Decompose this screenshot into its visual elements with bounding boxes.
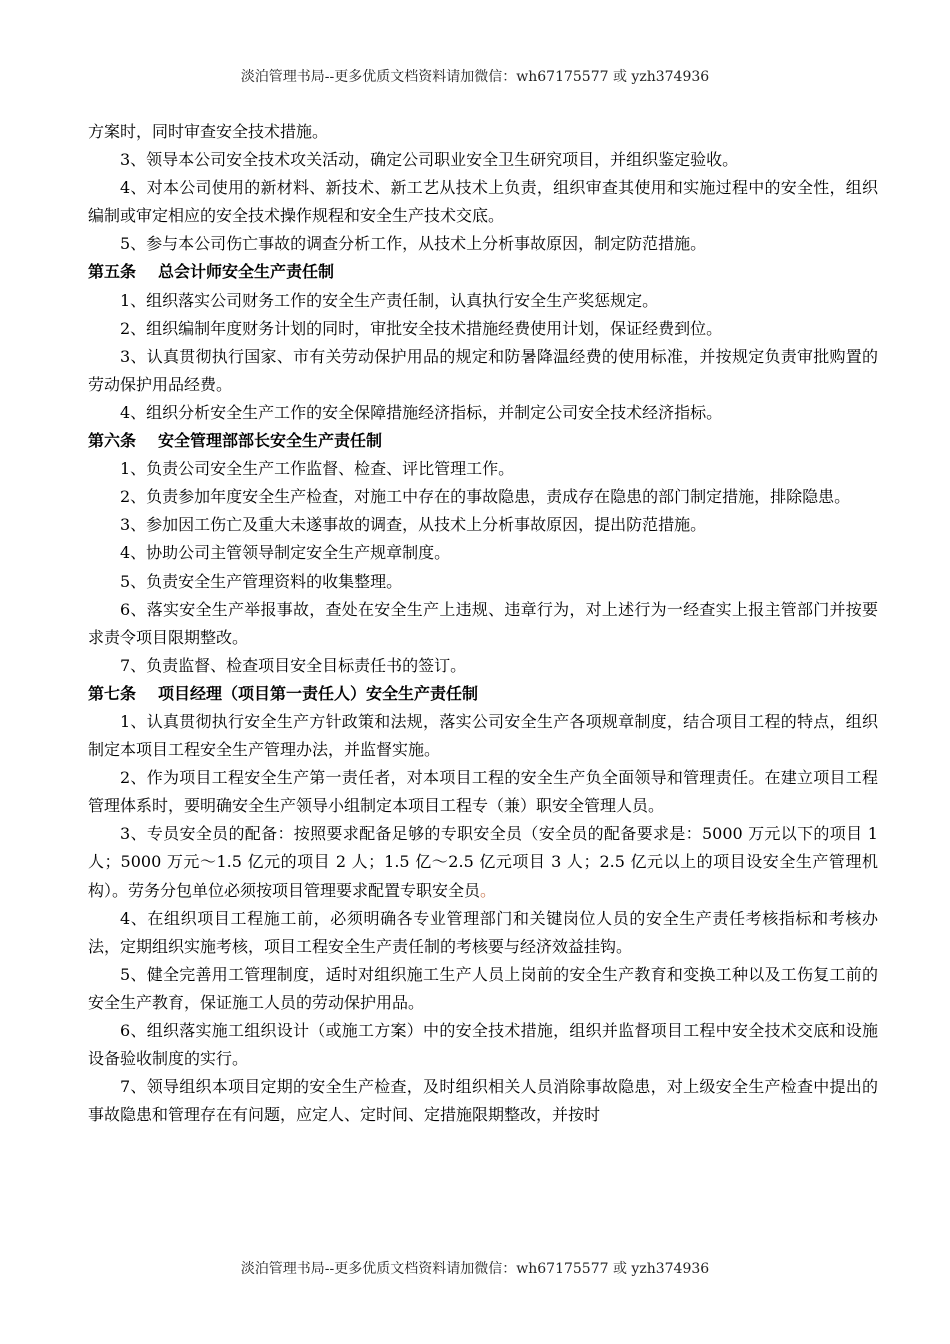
paragraph-end-mark: 。 bbox=[480, 880, 497, 900]
paragraph: 4、组织分析安全生产工作的安全保障措施经济指标，并制定公司安全技术经济指标。 bbox=[120, 402, 723, 422]
paragraph: 3、参加因工伤亡及重大未遂事故的调查，从技术上分析事故原因，提出防范措施。 bbox=[120, 515, 707, 535]
section-title: 安全管理部部长安全生产责任制 bbox=[158, 431, 383, 451]
paragraph: 4、协助公司主管领导制定安全生产规章制度。 bbox=[120, 543, 451, 563]
paragraph: 7、负责监督、检查项目安全目标责任书的签订。 bbox=[120, 655, 467, 675]
section-heading-7 bbox=[88, 680, 878, 708]
paragraph: 5、参与本公司伤亡事故的调查分析工作，从技术上分析事故原因，制定防范措施。 bbox=[120, 234, 707, 254]
section-title: 项目经理（项目第一责任人）安全生产责任制 bbox=[158, 683, 479, 703]
paragraph: 2、组织编制年度财务计划的同时，审批安全技术措施经费使用计划，保证经费到位。 bbox=[120, 318, 723, 338]
paragraph: 6、组织落实施工组织设计（或施工方案）中的安全技术措施，组织并监督项目工程中安全技术交底和设施设备验收制度的实行。 bbox=[88, 1021, 878, 1069]
paragraph: 2、负责参加年度安全生产检查，对施工中存在的事故隐患，责成存在隐患的部门制定措施，排除隐患。 bbox=[120, 487, 851, 507]
paragraph: 1、组织落实公司财务工作的安全生产责任制，认真执行安全生产奖惩规定。 bbox=[120, 290, 659, 310]
section-heading-6 bbox=[88, 427, 878, 455]
paragraph: 4、对本公司使用的新材料、新技术、新工艺从技术上负责，组织审查其使用和实施过程中的安全性，组织编制或审定相应的安全技术操作规程和安全生产技术交底。 bbox=[88, 178, 878, 226]
page-footer: 淡泊管理书局--更多优质文档资料请加微信：wh67175577 或 yzh374936 bbox=[240, 1261, 710, 1277]
section-number: 第五条 bbox=[88, 262, 137, 282]
section-number: 第七条 bbox=[88, 683, 137, 703]
paragraph: 5、健全完善用工管理制度，适时对组织施工生产人员上岗前的安全生产教育和变换工种以及工伤复工前的安全生产教育，保证施工人员的劳动保护用品。 bbox=[88, 964, 878, 1012]
paragraph: 6、落实安全生产举报事故，查处在安全生产上违规、违章行为，对上述行为一经查实上报主管部门并按要求责令项目限期整改。 bbox=[88, 599, 878, 647]
paragraph: 7、领导组织本项目定期的安全生产检查，及时组织相关人员消除事故隐患，对上级安全生产检查中提出的事故隐患和管理存在有问题，应定人、定时间、定措施限期整改，并按时 bbox=[88, 1077, 878, 1125]
paragraph: 1、认真贯彻执行安全生产方针政策和法规，落实公司安全生产各项规章制度，结合项目工程的特点，组织制定本项目工程安全生产管理办法，并监督实施。 bbox=[88, 711, 878, 760]
paragraph: 2、作为项目工程安全生产第一责任者，对本项目工程的安全生产负全面领导和管理责任。在建立项目工程管理体系时，要明确安全生产领导小组制定本项目工程专（兼）职安全管理人员。 bbox=[88, 768, 878, 816]
paragraph: 3、认真贯彻执行国家、市有关劳动保护用品的规定和防暑降温经费的使用标准，并按规定负责审批购置的劳动保护用品经费。 bbox=[88, 346, 878, 394]
section-heading-5 bbox=[88, 258, 878, 286]
document-body bbox=[88, 118, 878, 1129]
section-title: 总会计师安全生产责任制 bbox=[158, 262, 335, 282]
paragraph bbox=[88, 820, 878, 904]
paragraph: 1、负责公司安全生产工作监督、检查、评比管理工作。 bbox=[120, 459, 515, 479]
paragraph: 3、领导本公司安全技术攻关活动，确定公司职业安全卫生研究项目，并组织鉴定验收。 bbox=[120, 150, 739, 170]
paragraph: 5、负责安全生产管理资料的收集整理。 bbox=[120, 571, 403, 591]
paragraph-text: 3、专员安全员的配备：按照要求配备足够的专职安全员（安全员的配备要求是：5000 万元以下的项目 1 人；5000 万元～1.5 亿元的项目 2 人；1.5 亿～2.5 亿元项目 3 人；2.5 亿元以上的项目设安全生产管理机构）。劳务分包单位必须按项目管理要求配置专职安全员 bbox=[88, 824, 878, 900]
paragraph: 方案时，同时审查安全技术措施。 bbox=[88, 122, 329, 141]
page-header: 淡泊管理书局--更多优质文档资料请加微信：wh67175577 或 yzh374936 bbox=[240, 69, 710, 85]
section-number: 第六条 bbox=[88, 431, 137, 451]
paragraph: 4、在组织项目工程施工前，必须明确各专业管理部门和关键岗位人员的安全生产责任考核指标和考核办法，定期组织实施考核，项目工程安全生产责任制的考核要与经济效益挂钩。 bbox=[88, 908, 878, 956]
